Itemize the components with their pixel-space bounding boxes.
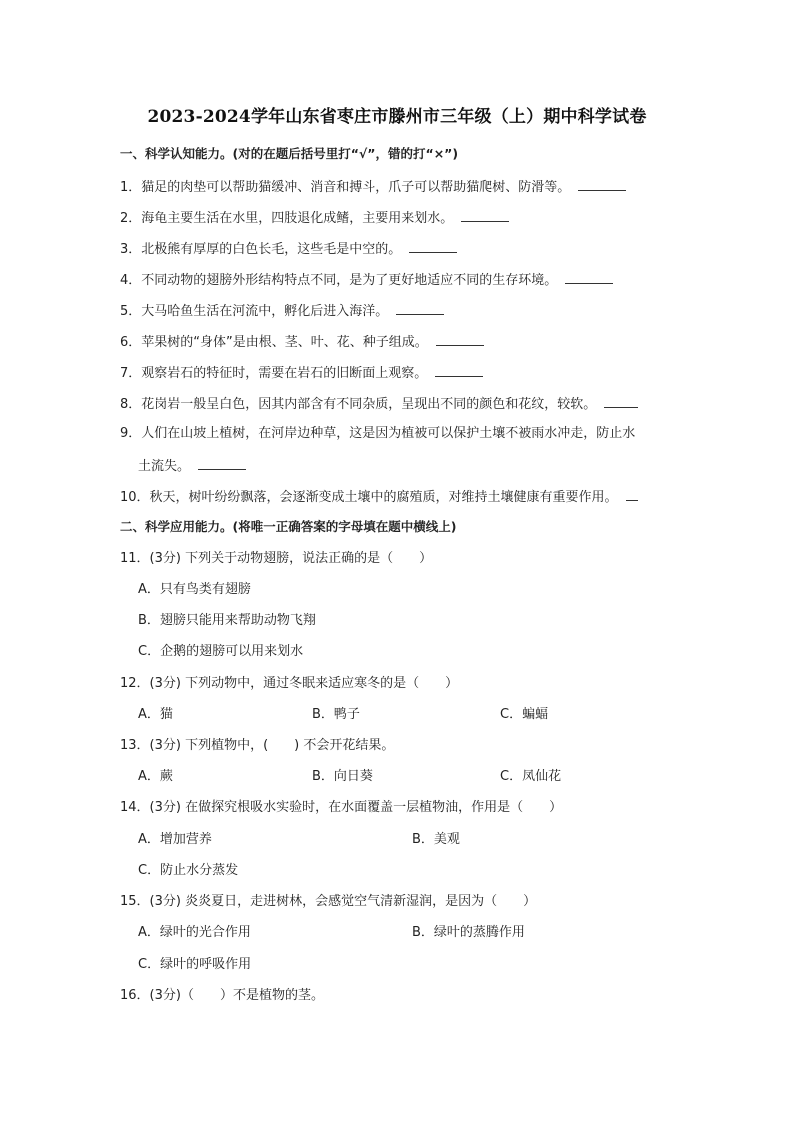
q11-option-b[interactable]: B．翅膀只能用来帮助动物飞翔 xyxy=(138,613,316,628)
q13-option-b[interactable]: B．向日葵 xyxy=(312,769,373,784)
question-1 xyxy=(120,178,626,196)
question-4-text: 4．不同动物的翅膀外形结构特点不同，是为了更好地适应不同的生存环境。 xyxy=(120,273,558,288)
question-9: 9．人们在山坡上植树，在河岸边种草，这是因为植被可以保护土壤不被雨水冲走，防止水 xyxy=(120,426,636,441)
question-11: 11．(3分) 下列关于动物翅膀，说法正确的是（ ） xyxy=(120,551,433,566)
answer-blank-3[interactable] xyxy=(409,240,457,253)
answer-blank-5[interactable] xyxy=(396,302,444,315)
question-16: 16．(3分)（ ）不是植物的茎。 xyxy=(120,988,324,1003)
question-5 xyxy=(120,302,444,320)
question-5-text: 5．大马哈鱼生活在河流中，孵化后进入海洋。 xyxy=(120,304,389,319)
answer-blank-8[interactable] xyxy=(604,395,638,408)
answer-blank-9[interactable] xyxy=(198,457,246,470)
q11-option-c[interactable]: C．企鹅的翅膀可以用来划水 xyxy=(138,644,304,659)
question-14: 14．(3分) 在做探究根吸水实验时，在水面覆盖一层植物油，作用是（ ） xyxy=(120,800,563,815)
question-6 xyxy=(120,333,484,351)
exam-title: 2023-2024学年山东省枣庄市滕州市三年级（上）期中科学试卷 xyxy=(147,107,647,127)
q15-option-b[interactable]: B．绿叶的蒸腾作用 xyxy=(412,925,525,940)
q14-option-a[interactable]: A．增加营养 xyxy=(138,832,212,847)
q15-option-a[interactable]: A．绿叶的光合作用 xyxy=(138,925,251,940)
question-3-text: 3．北极熊有厚厚的白色长毛，这些毛是中空的。 xyxy=(120,242,402,257)
q14-option-c[interactable]: C．防止水分蒸发 xyxy=(138,863,239,878)
q13-option-a[interactable]: A．蕨 xyxy=(138,769,173,784)
q12-option-c[interactable]: C．蝙蝠 xyxy=(500,707,549,722)
question-2 xyxy=(120,209,509,227)
question-8-text: 8．花岗岩一般呈白色，因其内部含有不同杂质，呈现出不同的颜色和花纹，较软。 xyxy=(120,397,597,412)
q11-option-a[interactable]: A．只有鸟类有翅膀 xyxy=(138,582,251,597)
q13-option-c[interactable]: C．凤仙花 xyxy=(500,769,562,784)
answer-blank-7[interactable] xyxy=(435,364,483,377)
question-6-text: 6．苹果树的“身体”是由根、茎、叶、花、种子组成。 xyxy=(120,335,428,350)
question-1-text: 1．猫足的肉垫可以帮助猫缓冲、消音和搏斗，爪子可以帮助猫爬树、防滑等。 xyxy=(120,180,571,195)
question-15: 15．(3分) 炎炎夏日，走进树林，会感觉空气清新湿润，是因为（ ） xyxy=(120,894,537,909)
question-10-text: 10．秋天，树叶纷纷飘落，会逐渐变成土壤中的腐殖质，对维持土壤健康有重要作用。 xyxy=(120,490,618,505)
question-13: 13．(3分) 下列植物中，( ) 不会开花结果。 xyxy=(120,738,395,753)
question-7-text: 7．观察岩石的特征时，需要在岩石的旧断面上观察。 xyxy=(120,366,428,381)
question-9-cont xyxy=(138,457,246,475)
question-4 xyxy=(120,271,613,289)
section2-heading: 二、科学应用能力。(将唯一正确答案的字母填在题中横线上) xyxy=(120,519,457,534)
question-3 xyxy=(120,240,457,258)
q14-option-b[interactable]: B．美观 xyxy=(412,832,460,847)
q15-option-c[interactable]: C．绿叶的呼吸作用 xyxy=(138,957,252,972)
question-12: 12．(3分) 下列动物中，通过冬眠来适应寒冬的是（ ） xyxy=(120,676,459,691)
question-9-cont-text: 土流失。 xyxy=(138,459,191,474)
answer-blank-1[interactable] xyxy=(578,178,626,191)
answer-blank-4[interactable] xyxy=(565,271,613,284)
answer-blank-10[interactable] xyxy=(626,488,638,501)
question-8 xyxy=(120,395,638,413)
answer-blank-6[interactable] xyxy=(436,333,484,346)
answer-blank-2[interactable] xyxy=(461,209,509,222)
q12-option-a[interactable]: A．猫 xyxy=(138,707,173,722)
section1-heading: 一、科学认知能力。(对的在题后括号里打“√”，错的打“×”) xyxy=(120,146,459,161)
question-7 xyxy=(120,364,483,382)
question-10 xyxy=(120,488,638,506)
q12-option-b[interactable]: B．鸭子 xyxy=(312,707,360,722)
question-2-text: 2．海龟主要生活在水里，四肢退化成鳍，主要用来划水。 xyxy=(120,211,454,226)
